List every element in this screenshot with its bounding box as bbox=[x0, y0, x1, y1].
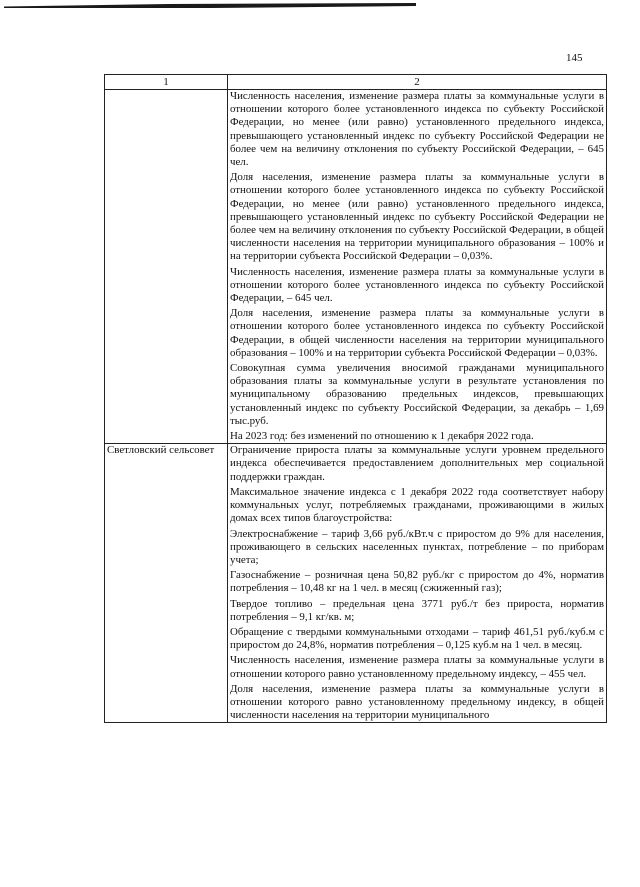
scan-artifact-bar bbox=[4, 3, 416, 8]
paragraph: Газоснабжение – розничная цена 50,82 руб./кг с приростом до 4%, норматив потребления – 10,48 кг на 1 чел. в месяц (сжиженный газ); bbox=[230, 569, 604, 595]
municipality-cell: Светловский сельсовет bbox=[105, 444, 228, 723]
data-table bbox=[104, 74, 607, 723]
paragraph: Ограничение прироста платы за коммунальные услуги уровнем предельного индекса обеспечивается предоставлением дополнительных мер социальной поддержки граждан. bbox=[230, 444, 604, 483]
description-cell bbox=[228, 90, 607, 444]
paragraph: Доля населения, изменение размера платы за коммунальные услуги в отношении которого более установленного индекса по субъекту Российской Федерации, в общей численности населения на территории муниципального образования – 100% и на территории субъекта Российской Федерации – 0,03%. bbox=[230, 307, 604, 359]
paragraph: Твердое топливо – предельная цена 3771 руб./т без прироста, норматив потребления – 9,1 кг/кв. м; bbox=[230, 597, 604, 623]
municipality-cell bbox=[105, 90, 228, 444]
paragraph: Доля населения, изменение размера платы за коммунальные услуги в отношении которого равно установленному предельному индексу, в общей численности населения на территории муниципального bbox=[230, 682, 604, 722]
paragraph: Доля населения, изменение размера платы за коммунальные услуги в отношении которого более установленного индекса по субъекту Российской Федерации, но менее (или равно) установленного предельного индекса, превышающего установленный индекс по субъекту Российской Федерации не более чем на величину отклонения по субъекту Российской Федерации, в общей численности населения на территории муниципального образования – 100% и на территории субъекта Российской Федерации – 0,03%. bbox=[230, 171, 604, 263]
paragraph: Численность населения, изменение размера платы за коммунальные услуги в отношении которого более установленного индекса по субъекту Российской Федерации, но менее (или равно) установленного предельного индекса, превышающего установленный индекс по субъекту Российской Федерации не более чем на величину отклонения по субъекту Российской Федерации, – 645 чел. bbox=[230, 90, 604, 169]
paragraph: Численность населения, изменение размера платы за коммунальные услуги в отношении которого более установленного индекса по субъекту Российской Федерации, – 645 чел. bbox=[230, 265, 604, 305]
page-number: 145 bbox=[566, 52, 583, 64]
table-row bbox=[105, 90, 607, 444]
paragraph: На 2023 год: без изменений по отношению к 1 декабря 2022 года. bbox=[230, 430, 534, 443]
paragraph: Численность населения, изменение размера платы за коммунальные услуги в отношении которого равно установленному предельному индексу, – 455 чел. bbox=[230, 654, 604, 680]
paragraph: Совокупная сумма увеличения вносимой гражданами муниципального образования платы за коммунальные услуги в результате установления по муниципальному образованию предельных индексов, превышающих установленный индекс по субъекту Российской Федерации, за декабрь – 1,69 тыс.руб. bbox=[230, 362, 604, 427]
column-number-1: 1 bbox=[105, 75, 228, 90]
table-row bbox=[105, 444, 607, 723]
paragraph: Обращение с твердыми коммунальными отходами – тариф 461,51 руб./куб.м с приростом до 24,8%, норматив потребления – 0,125 куб.м на 1 чел. в месяц. bbox=[230, 625, 604, 652]
table-header-row bbox=[105, 75, 607, 90]
paragraph: Максимальное значение индекса с 1 декабря 2022 года соответствует набору коммунальных услуг, потребляемых гражданами, проживающими в жилых домах всех типов благоустройства: bbox=[230, 485, 604, 525]
description-cell bbox=[228, 444, 607, 723]
paragraph: Электроснабжение – тариф 3,66 руб./кВт.ч с приростом до 9% для населения, проживающего в сельских населенных пунктах, потребление – по приборам учета; bbox=[230, 527, 604, 566]
column-number-2: 2 bbox=[228, 75, 607, 90]
